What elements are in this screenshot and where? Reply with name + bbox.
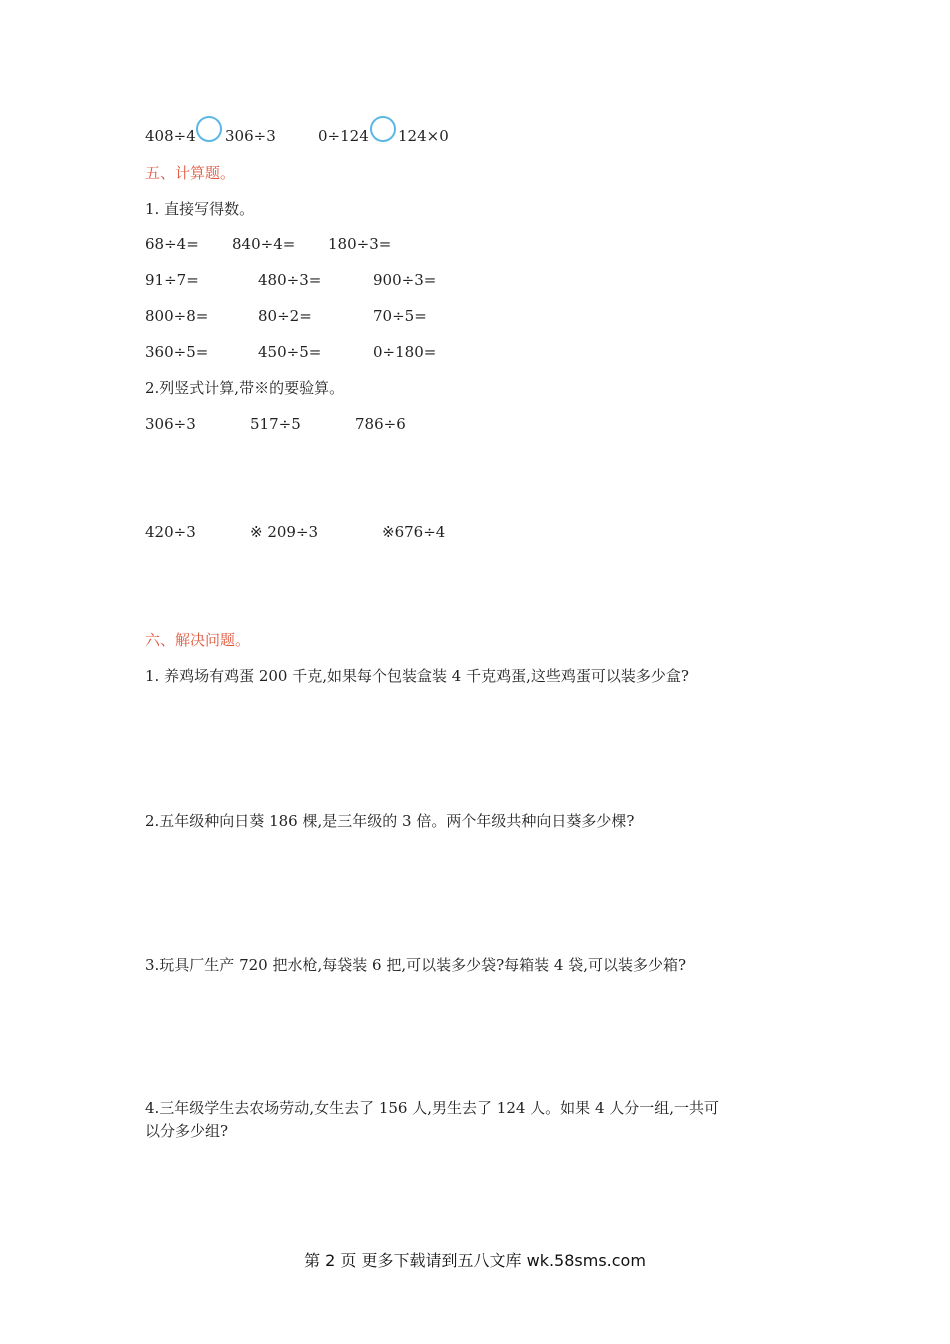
- problem-4-line-2: 以分多少组?: [145, 1122, 229, 1140]
- mental-calc-item: 360÷5=: [145, 343, 209, 361]
- problem-3: 3.玩具厂生产 720 把水枪,每袋装 6 把,可以装多少袋?每箱装 4 袋,可以装多少箱?: [145, 956, 687, 974]
- compare-right-2: 124×0: [398, 127, 449, 145]
- mental-calc-item: 70÷5=: [373, 307, 427, 325]
- question-5-2: 2.列竖式计算,带※的要验算。: [145, 379, 345, 397]
- mental-calc-item: 840÷4=: [232, 235, 296, 253]
- section-5-title: 五、计算题。: [145, 164, 236, 182]
- mental-calc-item: 450÷5=: [258, 343, 322, 361]
- problem-1: 1. 养鸡场有鸡蛋 200 千克,如果每个包装盒装 4 千克鸡蛋,这些鸡蛋可以装多少盒?: [145, 667, 689, 685]
- mental-calc-item: 0÷180=: [373, 343, 437, 361]
- compare-right-1: 306÷3: [225, 127, 276, 145]
- page-footer: 第 2 页 更多下载请到五八文库 wk.58sms.com: [304, 1251, 646, 1270]
- vertical-calc-item: 306÷3: [145, 415, 196, 433]
- mental-calc-item: 180÷3=: [328, 235, 392, 253]
- vertical-calc-item: 786÷6: [355, 415, 406, 433]
- vertical-calc-item: 420÷3: [145, 523, 196, 541]
- answer-circle-2[interactable]: [370, 116, 396, 142]
- mental-calc-item: 80÷2=: [258, 307, 312, 325]
- problem-2: 2.五年级种向日葵 186 棵,是三年级的 3 倍。两个年级共种向日葵多少棵?: [145, 812, 635, 830]
- section-6-title: 六、解决问题。: [145, 631, 251, 649]
- compare-left-2: 0÷124: [318, 127, 369, 145]
- vertical-calc-item: ※ 209÷3: [250, 523, 319, 541]
- mental-calc-item: 91÷7=: [145, 271, 199, 289]
- vertical-calc-item: 517÷5: [250, 415, 301, 433]
- mental-calc-item: 800÷8=: [145, 307, 209, 325]
- vertical-calc-item: ※676÷4: [382, 523, 446, 541]
- problem-4-line-1: 4.三年级学生去农场劳动,女生去了 156 人,男生去了 124 人。如果 4 人分一组,一共可: [145, 1099, 720, 1117]
- mental-calc-item: 68÷4=: [145, 235, 199, 253]
- mental-calc-item: 480÷3=: [258, 271, 322, 289]
- answer-circle-1[interactable]: [196, 116, 222, 142]
- mental-calc-item: 900÷3=: [373, 271, 437, 289]
- compare-left-1: 408÷4: [145, 127, 196, 145]
- question-5-1: 1. 直接写得数。: [145, 200, 255, 218]
